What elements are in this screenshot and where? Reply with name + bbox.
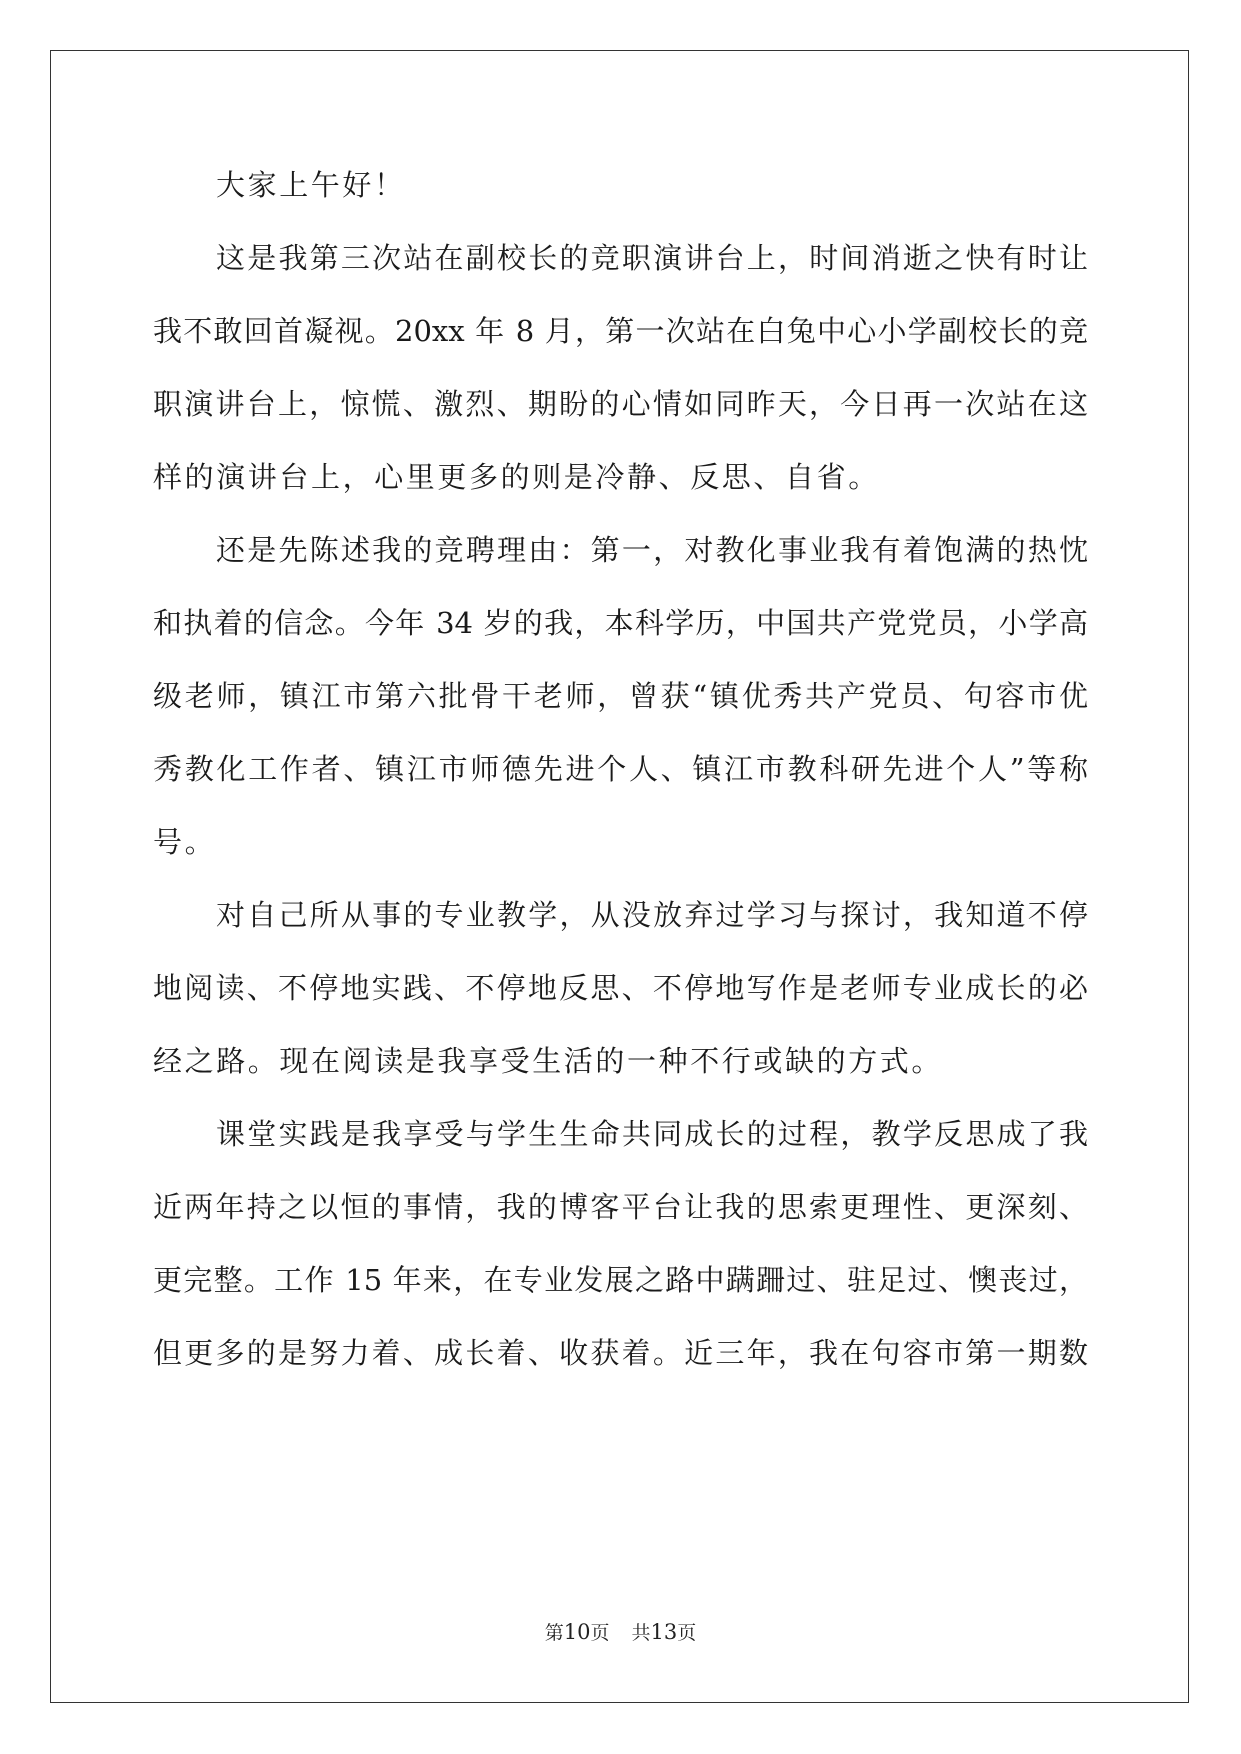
- text-line: 和执着的信念。今年 34 岁的我，本科学历，中国共产党党员，小学高: [153, 606, 1088, 640]
- text-line: 对自己所从事的专业教学，从没放弃过学习与探讨，我知道不停: [216, 898, 1088, 932]
- page-suffix: 页: [590, 1622, 610, 1644]
- text-line: 级老师，镇江市第六批骨干老师，曾获“镇优秀共产党员、句容市优: [153, 679, 1088, 713]
- text-line: 近两年持之以恒的事情，我的博客平台让我的思索更理性、更深刻、: [153, 1190, 1088, 1224]
- text-line: 职演讲台上，惊慌、激烈、期盼的心情如同昨天，今日再一次站在这: [153, 387, 1088, 421]
- text-line: 这是我第三次站在副校长的竞职演讲台上，时间消逝之快有时让: [216, 241, 1088, 275]
- text-line: 但更多的是努力着、成长着、收获着。近三年，我在句容市第一期数: [153, 1336, 1088, 1370]
- page-footer: [0, 1618, 1241, 1645]
- text-line: 秀教化工作者、镇江市师德先进个人、镇江市教科研先进个人”等称: [153, 752, 1088, 786]
- text-line: 课堂实践是我享受与学生生命共同成长的过程，教学反思成了我: [216, 1117, 1088, 1151]
- text-line: 大家上午好！: [216, 168, 406, 202]
- text-line: 地阅读、不停地实践、不停地反思、不停地写作是老师专业成长的必: [153, 971, 1088, 1005]
- current-page-number: 10: [563, 1620, 591, 1644]
- total-prefix: 共: [631, 1622, 651, 1644]
- text-line: 我不敢回首凝视。20xx 年 8 月，第一次站在白兔中心小学副校长的竞: [153, 314, 1088, 348]
- text-line: 还是先陈述我的竞聘理由：第一，对教化事业我有着饱满的热忱: [216, 533, 1088, 567]
- text-line: 号。: [153, 825, 217, 859]
- text-line: 经之路。现在阅读是我享受生活的一种不行或缺的方式。: [153, 1044, 944, 1078]
- total-suffix: 页: [677, 1622, 697, 1644]
- page-border: [50, 50, 1189, 1703]
- page-prefix: 第: [544, 1622, 564, 1644]
- text-line: 样的演讲台上，心里更多的则是冷静、反思、自省。: [153, 460, 880, 494]
- total-pages-number: 13: [650, 1620, 678, 1644]
- text-line: 更完整。工作 15 年来，在专业发展之路中蹒跚过、驻足过、懊丧过，: [153, 1263, 1088, 1297]
